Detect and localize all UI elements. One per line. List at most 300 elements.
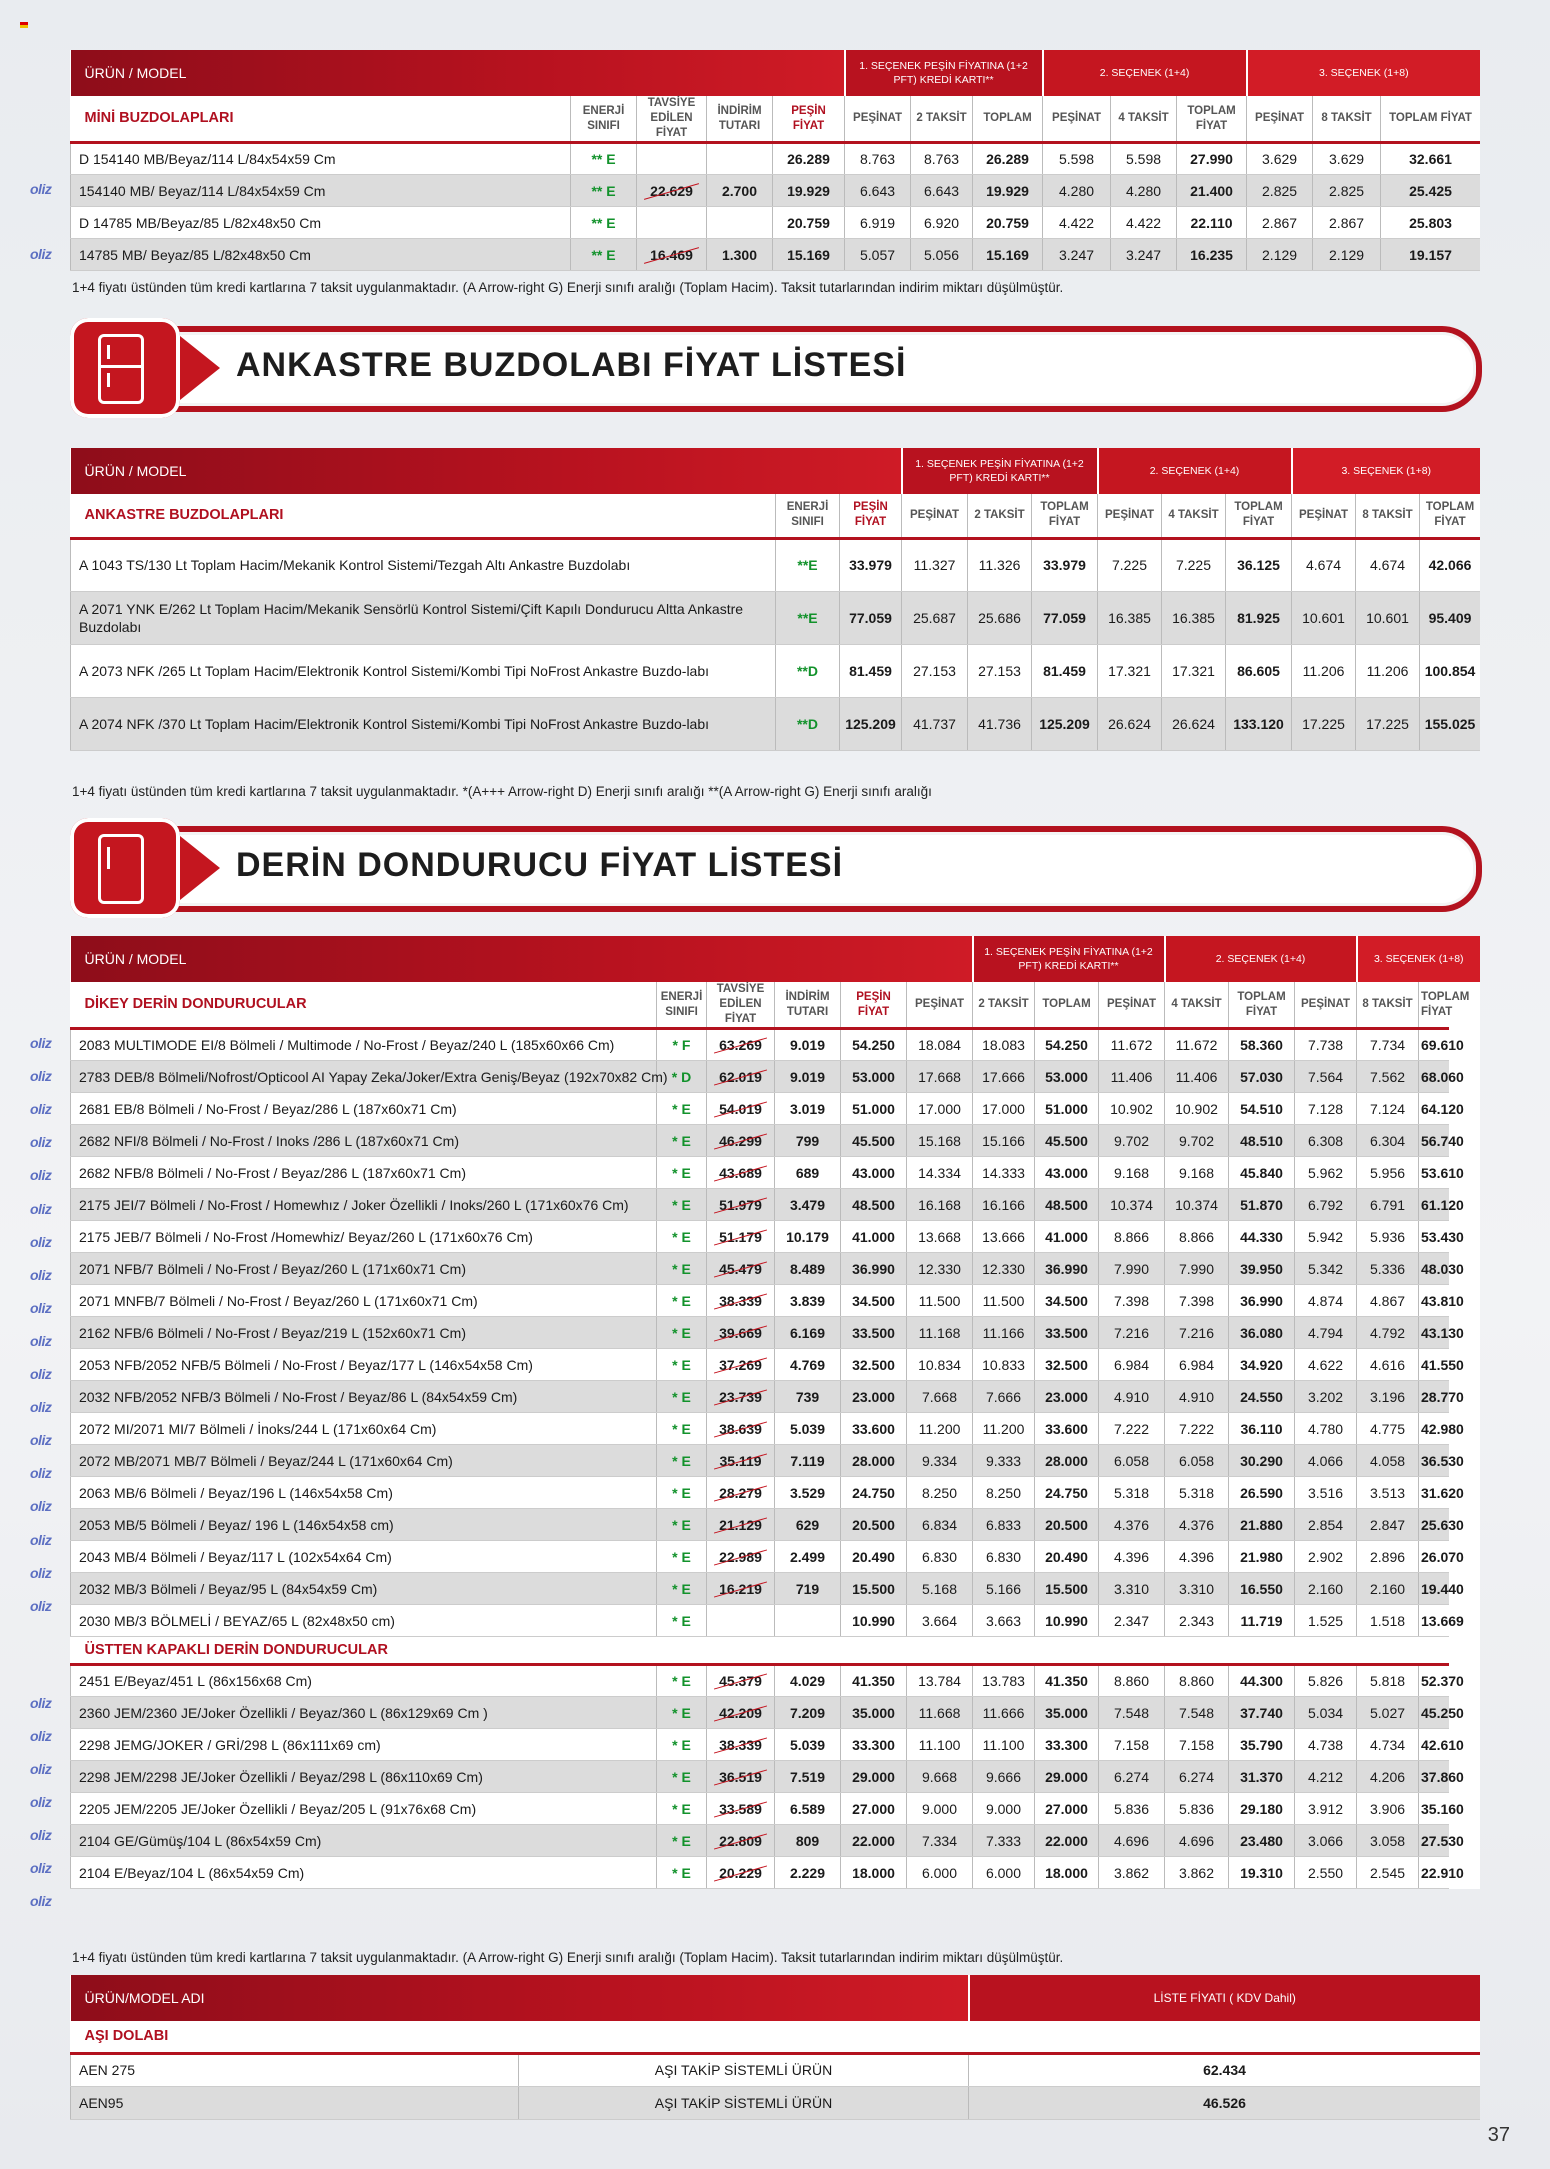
price-cell: 19.929: [973, 175, 1043, 207]
model-name: 2030 MB/3 BÖLMELİ / BEYAZ/65 L (82x48x50 cm): [71, 1605, 657, 1637]
price-cell: 2.550: [1295, 1857, 1357, 1889]
price-cell: 7.738: [1295, 1029, 1357, 1061]
price-cell: 8.763: [911, 143, 973, 175]
model-name: 2104 E/Beyaz/104 L (86x54x59 Cm): [71, 1857, 657, 1889]
price-cell: 6.308: [1295, 1125, 1357, 1157]
energy-class: ** E: [571, 175, 637, 207]
price-cell: 9.702: [1165, 1125, 1229, 1157]
price-cell: 13.784: [907, 1665, 973, 1697]
price-cell: 7.548: [1099, 1697, 1165, 1729]
price-cell: 4.396: [1165, 1541, 1229, 1573]
column-header: PEŞİNAT: [1099, 982, 1165, 1029]
table-row: [71, 1317, 1481, 1349]
energy-class: * E: [657, 1381, 707, 1413]
price-cell: 7.562: [1357, 1061, 1419, 1093]
table-row: [71, 1125, 1481, 1157]
discount-amount: 7.209: [775, 1697, 841, 1729]
price-cell: 19.310: [1229, 1857, 1295, 1889]
header-option-1: 1. SEÇENEK PEŞİN FİYATINA (1+2 PFT) KREDİ KARTI**: [973, 936, 1165, 982]
price-cell: 33.600: [1035, 1413, 1099, 1445]
price-cell: 9.666: [973, 1761, 1035, 1793]
price-cell: 3.202: [1295, 1381, 1357, 1413]
model-name: 2104 GE/Gümüş/104 L (86x54x59 Cm): [71, 1825, 657, 1857]
price-cell: 3.066: [1295, 1825, 1357, 1857]
brand-logo-icon: oliz: [30, 1399, 52, 1416]
discount-amount: 9.019: [775, 1029, 841, 1061]
recommended-price: 62.019: [707, 1061, 775, 1093]
price-cell: 2.347: [1099, 1605, 1165, 1637]
price-cell: 24.550: [1229, 1381, 1295, 1413]
price-cell: 17.225: [1356, 697, 1420, 750]
price-cell: 4.622: [1295, 1349, 1357, 1381]
brand-logo-icon: oliz: [30, 1068, 52, 1085]
table-row: [71, 1509, 1481, 1541]
price-cell: 34.500: [1035, 1285, 1099, 1317]
price-cell: 30.290: [1229, 1445, 1295, 1477]
price-cell: 4.792: [1357, 1317, 1419, 1349]
price-cell: 12.330: [973, 1253, 1035, 1285]
brand-logo-icon: oliz: [30, 1035, 52, 1051]
table-row: [71, 1793, 1481, 1825]
discount-amount: 7.519: [775, 1761, 841, 1793]
price-cell: 6.643: [845, 175, 911, 207]
price-cell: 15.500: [841, 1573, 907, 1605]
price-cell: 32.500: [841, 1349, 907, 1381]
price-cell: 12.330: [907, 1253, 973, 1285]
model-name: 2162 NFB/6 Bölmeli / No-Frost / Beyaz/219 L (152x60x71 Cm): [71, 1317, 657, 1349]
price-cell: 6.000: [907, 1857, 973, 1889]
price-cell: 27.153: [968, 644, 1032, 697]
price-cell: 3.516: [1295, 1477, 1357, 1509]
price-cell: 8.866: [1165, 1221, 1229, 1253]
price-cell: 6.830: [973, 1541, 1035, 1573]
model-name: AEN 275: [71, 2053, 519, 2086]
price-cell: 4.280: [1111, 175, 1177, 207]
price-cell: 2.160: [1357, 1573, 1419, 1605]
price-cell: 27.530: [1419, 1825, 1450, 1857]
price-cell: 10.902: [1099, 1093, 1165, 1125]
price-cell: 53.000: [1035, 1061, 1099, 1093]
price-cell: 42.610: [1419, 1729, 1450, 1761]
price-cell: 20.490: [1035, 1541, 1099, 1573]
column-header: 4 TAKSİT: [1165, 982, 1229, 1029]
energy-class: * E: [657, 1541, 707, 1573]
brand-logo-icon: oliz: [30, 1892, 52, 1909]
page-number: 37: [1487, 2124, 1510, 2146]
brand-logo-icon: oliz: [30, 1266, 52, 1283]
price-cell: 5.942: [1295, 1221, 1357, 1253]
price-cell: 11.200: [973, 1413, 1035, 1445]
price-cell: 27.000: [1035, 1793, 1099, 1825]
header-price: LİSTE FİYATI ( KDV Dahil): [969, 1975, 1481, 2021]
price-cell: 18.000: [1035, 1857, 1099, 1889]
brand-logo-icon: oliz: [30, 1727, 52, 1744]
model-name: 2783 DEB/8 Bölmeli/Nofrost/Opticool AI Yapay Zeka/Joker/Extra Geniş/Beyaz (192x70x82 Cm): [71, 1061, 657, 1093]
price-cell: 4.058: [1357, 1445, 1419, 1477]
vaccine-cabinet-table: [70, 1975, 1480, 2120]
discount-amount: 5.039: [775, 1413, 841, 1445]
price-cell: 3.247: [1043, 239, 1111, 271]
price-cell: 133.120: [1226, 697, 1292, 750]
column-header: PEŞİNAT: [845, 96, 911, 143]
price-cell: 4.206: [1357, 1761, 1419, 1793]
energy-class: **D: [776, 697, 840, 750]
price-cell: 3.862: [1165, 1857, 1229, 1889]
price-cell: 2.545: [1357, 1857, 1419, 1889]
recommended-price: [637, 143, 707, 175]
price-cell: 7.666: [973, 1381, 1035, 1413]
column-header: 8 TAKSİT: [1356, 494, 1420, 538]
price-cell: 41.737: [902, 697, 968, 750]
column-header: ENERJİ SINIFI: [571, 96, 637, 143]
price-cell: 48.500: [841, 1189, 907, 1221]
energy-class: * E: [657, 1317, 707, 1349]
price-cell: 45.500: [1035, 1125, 1099, 1157]
built-in-fridge-table: [70, 448, 1480, 751]
price-cell: 36.080: [1229, 1317, 1295, 1349]
price-cell: 33.979: [840, 538, 902, 591]
recommended-price: 22.629: [637, 175, 707, 207]
price-cell: 3.664: [907, 1605, 973, 1637]
built-in-fridge-banner: [70, 318, 1482, 418]
price-cell: 4.422: [1043, 207, 1111, 239]
recommended-price: 38.339: [707, 1729, 775, 1761]
price-cell: 36.530: [1419, 1445, 1450, 1477]
price-cell: 51.870: [1229, 1189, 1295, 1221]
price-cell: 11.100: [907, 1729, 973, 1761]
brand-logo-icon: oliz: [30, 245, 52, 262]
price-cell: 16.235: [1177, 239, 1247, 271]
recommended-price: 22.809: [707, 1825, 775, 1857]
recommended-price: 45.479: [707, 1253, 775, 1285]
price-cell: 7.734: [1357, 1029, 1419, 1061]
energy-class: **E: [776, 538, 840, 591]
price-cell: 18.084: [907, 1029, 973, 1061]
language-flag-icon: [20, 22, 28, 28]
price-cell: 51.000: [1035, 1093, 1099, 1125]
price-cell: 3.912: [1295, 1793, 1357, 1825]
brand-logo-icon: oliz: [30, 1694, 52, 1711]
price-cell: 27.000: [841, 1793, 907, 1825]
price-cell: 28.770: [1419, 1381, 1450, 1413]
price-cell: 2.825: [1313, 175, 1381, 207]
section-title: DERİN DONDURUCU FİYAT LİSTESİ: [236, 846, 844, 884]
price-cell: 26.070: [1419, 1541, 1450, 1573]
table-row: [71, 1349, 1481, 1381]
price-cell: 13.783: [973, 1665, 1035, 1697]
table-row: [71, 1477, 1481, 1509]
price-cell: 9.000: [907, 1793, 973, 1825]
column-header: PEŞİNAT: [1247, 96, 1313, 143]
price-cell: 13.666: [973, 1221, 1035, 1253]
price-cell: 7.334: [907, 1825, 973, 1857]
discount-amount: 9.019: [775, 1061, 841, 1093]
price-cell: 24.750: [1035, 1477, 1099, 1509]
recommended-price: 33.589: [707, 1793, 775, 1825]
price-cell: 53.610: [1419, 1157, 1450, 1189]
column-header: PEŞİNAT: [1098, 494, 1162, 538]
model-name: 2205 JEM/2205 JE/Joker Özellikli / Beyaz/205 L (91x76x68 Cm): [71, 1793, 657, 1825]
price-cell: 7.668: [907, 1381, 973, 1413]
price-cell: 52.370: [1419, 1665, 1450, 1697]
price-cell: 3.629: [1313, 143, 1381, 175]
price-cell: 20.759: [773, 207, 845, 239]
category-title: AŞI DOLABI: [71, 2021, 1481, 2053]
price-cell: 6.984: [1099, 1349, 1165, 1381]
model-name: 2175 JEB/7 Bölmeli / No-Frost /Homewhiz/ Beyaz/260 L (171x60x76 Cm): [71, 1221, 657, 1253]
price-cell: 5.956: [1357, 1157, 1419, 1189]
section-title: ANKASTRE BUZDOLABI FİYAT LİSTESİ: [236, 346, 907, 384]
price-cell: 8.250: [907, 1477, 973, 1509]
table-row: [71, 1381, 1481, 1413]
price-cell: 54.510: [1229, 1093, 1295, 1125]
recommended-price: [707, 1605, 775, 1637]
built-in-footnote: 1+4 fiyatı üstünden tüm kredi kartlarına 7 taksit uygulanmaktadır. *(A+++ Arrow-right D) Enerji sınıfı aralığı **(A Arrow-right G) Enerji sınıfı aralığı: [72, 784, 932, 799]
price-cell: 13.669: [1419, 1605, 1450, 1637]
price-cell: 7.990: [1165, 1253, 1229, 1285]
price-cell: 15.500: [1035, 1573, 1099, 1605]
model-name: 2083 MULTIMODE EI/8 Bölmeli / Multimode / No-Frost / Beyaz/240 L (185x60x66 Cm): [71, 1029, 657, 1061]
price-cell: 9.000: [973, 1793, 1035, 1825]
price-cell: 5.342: [1295, 1253, 1357, 1285]
price-cell: 5.168: [907, 1573, 973, 1605]
header-option-2: 2. SEÇENEK (1+4): [1043, 50, 1247, 96]
price-cell: 9.168: [1099, 1157, 1165, 1189]
price-cell: 25.803: [1381, 207, 1480, 239]
recommended-price: 28.279: [707, 1477, 775, 1509]
price-cell: 17.321: [1162, 644, 1226, 697]
price-cell: 6.919: [845, 207, 911, 239]
price-cell: 2.867: [1247, 207, 1313, 239]
price-cell: 42.980: [1419, 1413, 1450, 1445]
price-cell: 5.836: [1165, 1793, 1229, 1825]
price-cell: 86.605: [1226, 644, 1292, 697]
price-cell: 41.350: [1035, 1665, 1099, 1697]
column-header: TOPLAM FİYAT: [1226, 494, 1292, 538]
price-cell: 6.274: [1165, 1761, 1229, 1793]
recommended-price: [637, 207, 707, 239]
column-header: 4 TAKSİT: [1162, 494, 1226, 538]
price-cell: 24.750: [841, 1477, 907, 1509]
price-cell: 5.936: [1357, 1221, 1419, 1253]
column-header: İNDİRİM TUTARI: [707, 96, 773, 143]
discount-amount: 739: [775, 1381, 841, 1413]
column-header: PEŞİN FİYAT: [773, 96, 845, 143]
price-cell: 69.610: [1419, 1029, 1450, 1061]
table-row: [71, 175, 1481, 207]
column-header: 4 TAKSİT: [1111, 96, 1177, 143]
discount-amount: 719: [775, 1573, 841, 1605]
model-name: 2360 JEM/2360 JE/Joker Özellikli / Beyaz/360 L (86x129x69 Cm ): [71, 1697, 657, 1729]
model-name: 2032 NFB/2052 NFB/3 Bölmeli / No-Frost / Beyaz/86 L (84x54x59 Cm): [71, 1381, 657, 1413]
column-header: TOPLAM FİYAT: [1419, 982, 1450, 1029]
energy-class: * E: [657, 1125, 707, 1157]
column-header: 2 TAKSİT: [973, 982, 1035, 1029]
price-cell: 16.385: [1098, 591, 1162, 644]
price-cell: 17.225: [1292, 697, 1356, 750]
price-cell: 4.376: [1099, 1509, 1165, 1541]
model-name: 2451 E/Beyaz/451 L (86x156x68 Cm): [71, 1665, 657, 1697]
price-cell: 5.598: [1111, 143, 1177, 175]
table-row: [71, 143, 1481, 175]
price-cell: 20.759: [973, 207, 1043, 239]
category-title-chest: ÜSTTEN KAPAKLI DERİN DONDURUCULAR: [71, 1637, 1450, 1665]
price-cell: 3.058: [1357, 1825, 1419, 1857]
price-cell: 53.000: [841, 1061, 907, 1093]
price-cell: 2.896: [1357, 1541, 1419, 1573]
header-option-3: 3. SEÇENEK (1+8): [1357, 936, 1480, 982]
model-name: 2298 JEMG/JOKER / GRİ/298 L (86x111x69 cm): [71, 1729, 657, 1761]
price-cell: 11.672: [1099, 1029, 1165, 1061]
brand-logo-icon: oliz: [30, 180, 52, 197]
price-cell: 16.166: [973, 1189, 1035, 1221]
energy-class: * E: [657, 1477, 707, 1509]
column-header: PEŞİNAT: [1295, 982, 1357, 1029]
price-cell: 36.990: [1229, 1285, 1295, 1317]
category-title: ANKASTRE BUZDOLAPLARI: [71, 494, 776, 538]
price-cell: 2.847: [1357, 1509, 1419, 1541]
price-cell: 3.513: [1357, 1477, 1419, 1509]
energy-class: * E: [657, 1093, 707, 1125]
energy-class: * E: [657, 1349, 707, 1381]
price-cell: 19.929: [773, 175, 845, 207]
price-cell: 11.206: [1292, 644, 1356, 697]
price-cell: 19.157: [1381, 239, 1480, 271]
price-cell: 4.376: [1165, 1509, 1229, 1541]
energy-class: * E: [657, 1253, 707, 1285]
price-cell: 3.247: [1111, 239, 1177, 271]
recommended-price: 16.219: [707, 1573, 775, 1605]
model-name: 2032 MB/3 Bölmeli / Beyaz/95 L (84x54x59 Cm): [71, 1573, 657, 1605]
freezer-icon: [70, 818, 180, 918]
brand-logo-icon: oliz: [30, 1299, 52, 1316]
brand-logo-icon: oliz: [30, 1564, 52, 1581]
price-cell: 11.166: [973, 1317, 1035, 1349]
price-cell: 48.500: [1035, 1189, 1099, 1221]
column-header: TOPLAM FİYAT: [1381, 96, 1480, 143]
price-cell: 11.668: [907, 1697, 973, 1729]
price-cell: 27.153: [902, 644, 968, 697]
price-cell: 5.818: [1357, 1665, 1419, 1697]
table-row: [71, 1573, 1481, 1605]
price-cell: 29.000: [841, 1761, 907, 1793]
price-cell: 4.396: [1099, 1541, 1165, 1573]
energy-class: * E: [657, 1729, 707, 1761]
table-row: [71, 1061, 1481, 1093]
header-option-1: 1. SEÇENEK PEŞİN FİYATINA (1+2 PFT) KREDİ KARTI**: [845, 50, 1043, 96]
energy-class: **D: [776, 644, 840, 697]
discount-amount: 4.769: [775, 1349, 841, 1381]
column-header: ENERJİ SINIFI: [776, 494, 840, 538]
brand-logo-icon: oliz: [30, 1859, 52, 1876]
price-cell: 11.672: [1165, 1029, 1229, 1061]
price-cell: 21.980: [1229, 1541, 1295, 1573]
column-header: TOPLAM: [1035, 982, 1099, 1029]
discount-amount: 689: [775, 1157, 841, 1189]
price-cell: 26.590: [1229, 1477, 1295, 1509]
price-cell: 11.327: [902, 538, 968, 591]
discount-amount: 10.179: [775, 1221, 841, 1253]
list-price: 62.434: [969, 2053, 1481, 2086]
recommended-price: 23.739: [707, 1381, 775, 1413]
table-row: [71, 1605, 1481, 1637]
category-title: DİKEY DERİN DONDURUCULAR: [71, 982, 657, 1029]
table-row: [71, 1093, 1481, 1125]
model-name: 2072 MB/2071 MB/7 Bölmeli / Beyaz/244 L (171x60x64 Cm): [71, 1445, 657, 1477]
energy-class: * E: [657, 1221, 707, 1253]
table-row: [71, 1189, 1481, 1221]
discount-amount: 3.479: [775, 1189, 841, 1221]
model-name: 2175 JEI/7 Bölmeli / No-Frost / Homewhız / Joker Özellikli / Inoks/260 L (171x60x76 Cm): [71, 1189, 657, 1221]
price-cell: 36.110: [1229, 1413, 1295, 1445]
model-name: D 154140 MB/Beyaz/114 L/84x54x59 Cm: [71, 143, 571, 175]
price-cell: 7.398: [1099, 1285, 1165, 1317]
model-name: A 2071 YNK E/262 Lt Toplam Hacim/Mekanik Sensörlü Kontrol Sistemi/Çift Kapılı Dondurucu Altta Ankastre Buzdolabı: [71, 591, 776, 644]
price-cell: 10.990: [1035, 1605, 1099, 1637]
column-header: PEŞİN FİYAT: [840, 494, 902, 538]
recommended-price: 16.469: [637, 239, 707, 271]
price-cell: 33.500: [841, 1317, 907, 1349]
model-name: 2053 MB/5 Bölmeli / Beyaz/ 196 L (146x54x58 cm): [71, 1509, 657, 1541]
table-row: [71, 1157, 1481, 1189]
table-row: [71, 1029, 1481, 1061]
price-cell: 11.168: [907, 1317, 973, 1349]
price-cell: 2.902: [1295, 1541, 1357, 1573]
price-cell: 64.120: [1419, 1093, 1450, 1125]
price-cell: 35.790: [1229, 1729, 1295, 1761]
column-header: PEŞİN FİYAT: [841, 982, 907, 1029]
energy-class: **E: [776, 591, 840, 644]
price-cell: 37.860: [1419, 1761, 1450, 1793]
price-cell: 48.030: [1419, 1253, 1450, 1285]
energy-class: * E: [657, 1285, 707, 1317]
price-cell: 25.630: [1419, 1509, 1450, 1541]
model-name: 2072 MI/2071 MI/7 Bölmeli / İnoks/244 L (171x60x64 Cm): [71, 1413, 657, 1445]
price-cell: 35.000: [1035, 1697, 1099, 1729]
price-cell: 36.125: [1226, 538, 1292, 591]
price-cell: 48.510: [1229, 1125, 1295, 1157]
table-row: [71, 1445, 1481, 1477]
price-cell: 7.548: [1165, 1697, 1229, 1729]
price-cell: 5.962: [1295, 1157, 1357, 1189]
price-cell: 10.902: [1165, 1093, 1229, 1125]
discount-amount: 4.029: [775, 1665, 841, 1697]
header-option-2: 2. SEÇENEK (1+4): [1165, 936, 1357, 982]
price-cell: 33.979: [1032, 538, 1098, 591]
price-cell: 20.500: [841, 1509, 907, 1541]
price-cell: 5.318: [1165, 1477, 1229, 1509]
price-cell: 7.216: [1099, 1317, 1165, 1349]
price-cell: 125.209: [840, 697, 902, 750]
table-row: [71, 1253, 1481, 1285]
price-cell: 45.840: [1229, 1157, 1295, 1189]
deep-freezer-banner: [70, 818, 1482, 918]
price-cell: 15.169: [973, 239, 1043, 271]
column-header: ENERJİ SINIFI: [657, 982, 707, 1029]
energy-class: * E: [657, 1665, 707, 1697]
recommended-price: 43.689: [707, 1157, 775, 1189]
price-cell: 6.304: [1357, 1125, 1419, 1157]
discount-amount: 809: [775, 1825, 841, 1857]
model-name: 2053 NFB/2052 NFB/5 Bölmeli / No-Frost / Beyaz/177 L (146x54x58 Cm): [71, 1349, 657, 1381]
price-cell: 16.550: [1229, 1573, 1295, 1605]
energy-class: * E: [657, 1445, 707, 1477]
price-cell: 44.300: [1229, 1665, 1295, 1697]
price-cell: 29.180: [1229, 1793, 1295, 1825]
energy-class: * E: [657, 1509, 707, 1541]
price-cell: 51.000: [841, 1093, 907, 1125]
header-model: ÜRÜN / MODEL: [71, 936, 973, 982]
